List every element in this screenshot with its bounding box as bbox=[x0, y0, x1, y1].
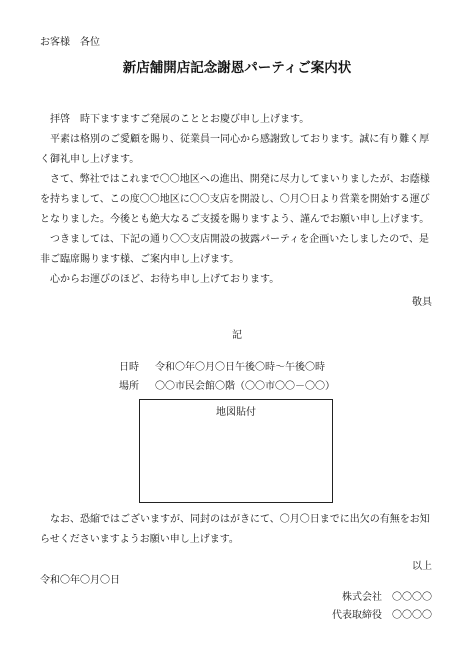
datetime-value: 令和〇年〇月〇日午後〇時～午後〇時 bbox=[155, 362, 325, 373]
invitation-paragraph: つきましては、下記の通り〇〇支店開設の披露パーティを企画いたしましたので、是非ご臨席賜ります様、ご案内申し上げます。 bbox=[40, 234, 429, 265]
map-placeholder-box bbox=[139, 399, 333, 503]
announcement-paragraph: さて、弊社ではこれまで〇〇地区への進出、開発に尽力してまいりましたが、お蔭様を持ちまして、この度〇〇地区に〇〇支店を開設し、〇月〇日より営業を開始する運びとなりました。今後とも絶大なるご支援を賜りますよう、謹んでお願い申し上げます。 bbox=[40, 174, 430, 225]
representative-name: 代表取締役 〇〇〇〇 bbox=[332, 610, 432, 621]
greeting-paragraph: 拝啓 時下ますますご発展のこととお慶び申し上げます。 bbox=[40, 114, 310, 125]
place-value: 〇〇市民会館〇階（〇〇市〇〇－〇〇） bbox=[155, 381, 335, 392]
closing-ijo: 以上 bbox=[412, 561, 432, 572]
ki-heading: 記 bbox=[232, 330, 242, 341]
place-label: 場所 bbox=[119, 381, 139, 392]
addressee: お客様 各位 bbox=[40, 37, 100, 48]
rsvp-note: なお、恐縮ではございますが、同封のはがきにて、〇月〇日までに出欠の有無をお知らせくださいますようお願い申し上げます。 bbox=[40, 514, 430, 545]
gratitude-paragraph: 平素は格別のご愛顧を賜り、従業員一同心から感謝致しております。誠に有り難く厚く御礼申し上げます。 bbox=[40, 134, 430, 165]
welcome-paragraph: 心からお運びのほど、お待ち申し上げております。 bbox=[40, 274, 280, 285]
document-date: 令和〇年〇月〇日 bbox=[40, 575, 120, 586]
document-title: 新店舗開店記念謝恩パーティご案内状 bbox=[122, 60, 352, 76]
place-row bbox=[119, 377, 335, 392]
datetime-row bbox=[119, 358, 325, 373]
company-name: 株式会社 〇〇〇〇 bbox=[342, 592, 432, 603]
closing-keigu: 敬具 bbox=[412, 297, 432, 308]
datetime-label: 日時 bbox=[119, 362, 139, 373]
map-label: 地図貼付 bbox=[216, 407, 256, 418]
letter-body bbox=[40, 110, 436, 290]
